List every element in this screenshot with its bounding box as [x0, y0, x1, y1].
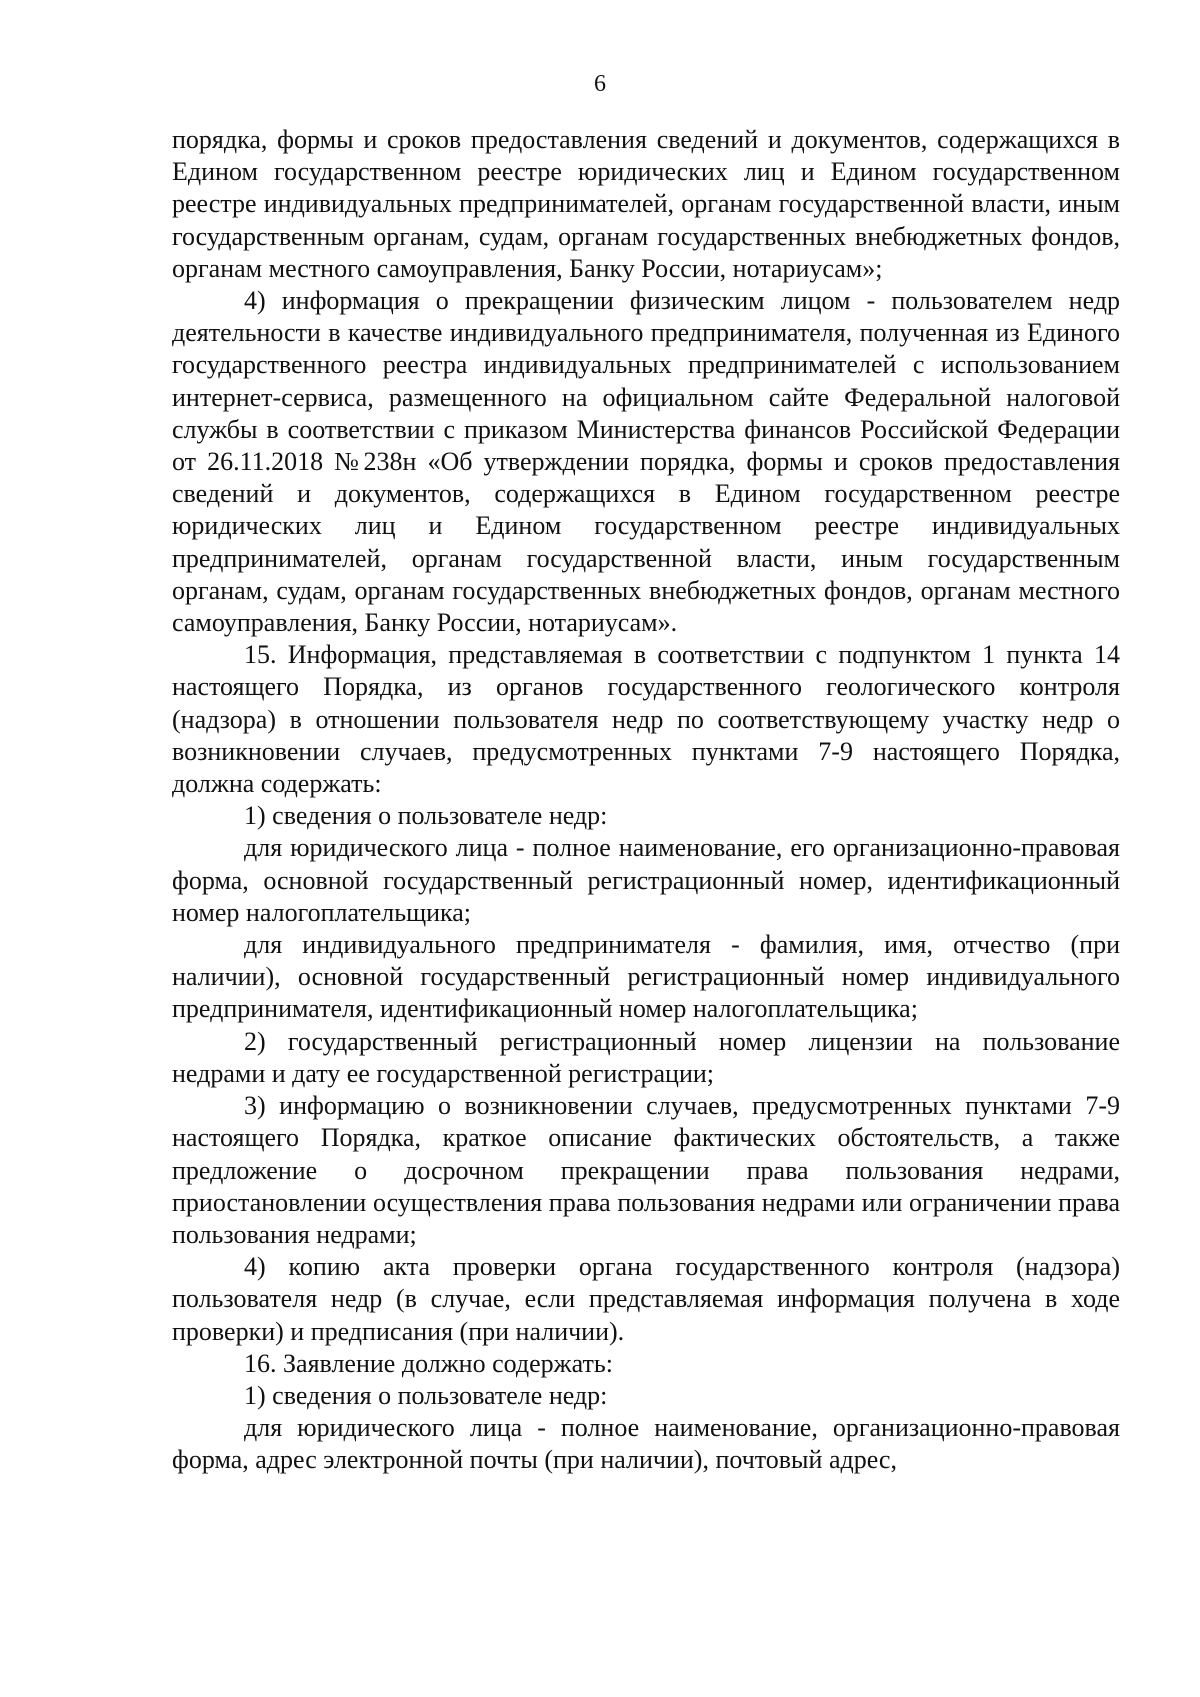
- paragraph: 3) информацию о возникновении случаев, предусмотренных пунктами 7-9 настоящего Порядка, краткое описание фактических обстоятельств, а также предложение о досрочном прекращении права пользования недрами, приостановлении осуществления права пользования недрами или ограничении права пользования недрами;: [172, 1091, 1120, 1249]
- document-body: [172, 124, 1120, 1477]
- paragraph: для юридического лица - полное наименование, его организационно-правовая форма, основной государственный регистрационный номер, идентификационный номер налогоплательщика;: [172, 833, 1120, 927]
- paragraph: 16. Заявление должно содержать:: [244, 1348, 613, 1378]
- paragraph: 15. Информация, представляемая в соответствии с подпунктом 1 пункта 14 настоящего Порядка, из органов государственного геологического контроля (надзора) в отношении пользователя недр по соответствующему участку недр о возникновении случаев, предусмотренных пунктами 7-9 настоящего Порядка, должна содержать:: [172, 640, 1120, 799]
- paragraph: 4) копию акта проверки органа государственного контроля (надзора) пользователя недр (в случае, если представляемая информация получена в ходе проверки) и предписания (при наличии).: [172, 1252, 1120, 1346]
- page-number: 6: [594, 71, 606, 97]
- paragraph: 4) информация о прекращении физическим лицом - пользователем недр деятельности в качестве индивидуального предпринимателя, полученная из Единого государственного реестра индивидуальных предпринимателей с использованием интернет-сервиса, размещенного на официальном сайте Федеральной налоговой службы в соответствии с приказом Министерства финансов Российской Федерации от 26.11.2018 №238н «Об утверждении порядка, формы и сроков предоставления сведений и документов, содержащихся в Едином государственном реестре юридических лиц и Едином государственном реестре индивидуальных предпринимателей, органам государственной власти, иным государственным органам, судам, органам государственных внебюджетных фондов, органам местного самоуправления, Банку России, нотариусам».: [172, 286, 1120, 638]
- paragraph: 1) сведения о пользователе недр:: [244, 801, 608, 831]
- paragraph: 2) государственный регистрационный номер лицензии на пользование недрами и дату ее государственной регистрации;: [172, 1026, 1120, 1088]
- paragraph: для индивидуального предпринимателя - фамилия, имя, отчество (при наличии), основной государственный регистрационный номер индивидуального предпринимателя, идентификационный номер налогоплательщика;: [172, 930, 1120, 1024]
- paragraph: 1) сведения о пользователе недр:: [244, 1380, 608, 1410]
- paragraph: порядка, формы и сроков предоставления сведений и документов, содержащихся в Едином государственном реестре юридических лиц и Едином государственном реестре индивидуальных предпринимателей, органам государственной власти, иным государственным органам, судам, органам государственных внебюджетных фондов, органам местного самоуправления, Банку России, нотариусам»;: [172, 125, 1120, 283]
- paragraph: для юридического лица - полное наименование, организационно-правовая форма, адрес электронной почты (при наличии), почтовый адрес,: [172, 1413, 1120, 1475]
